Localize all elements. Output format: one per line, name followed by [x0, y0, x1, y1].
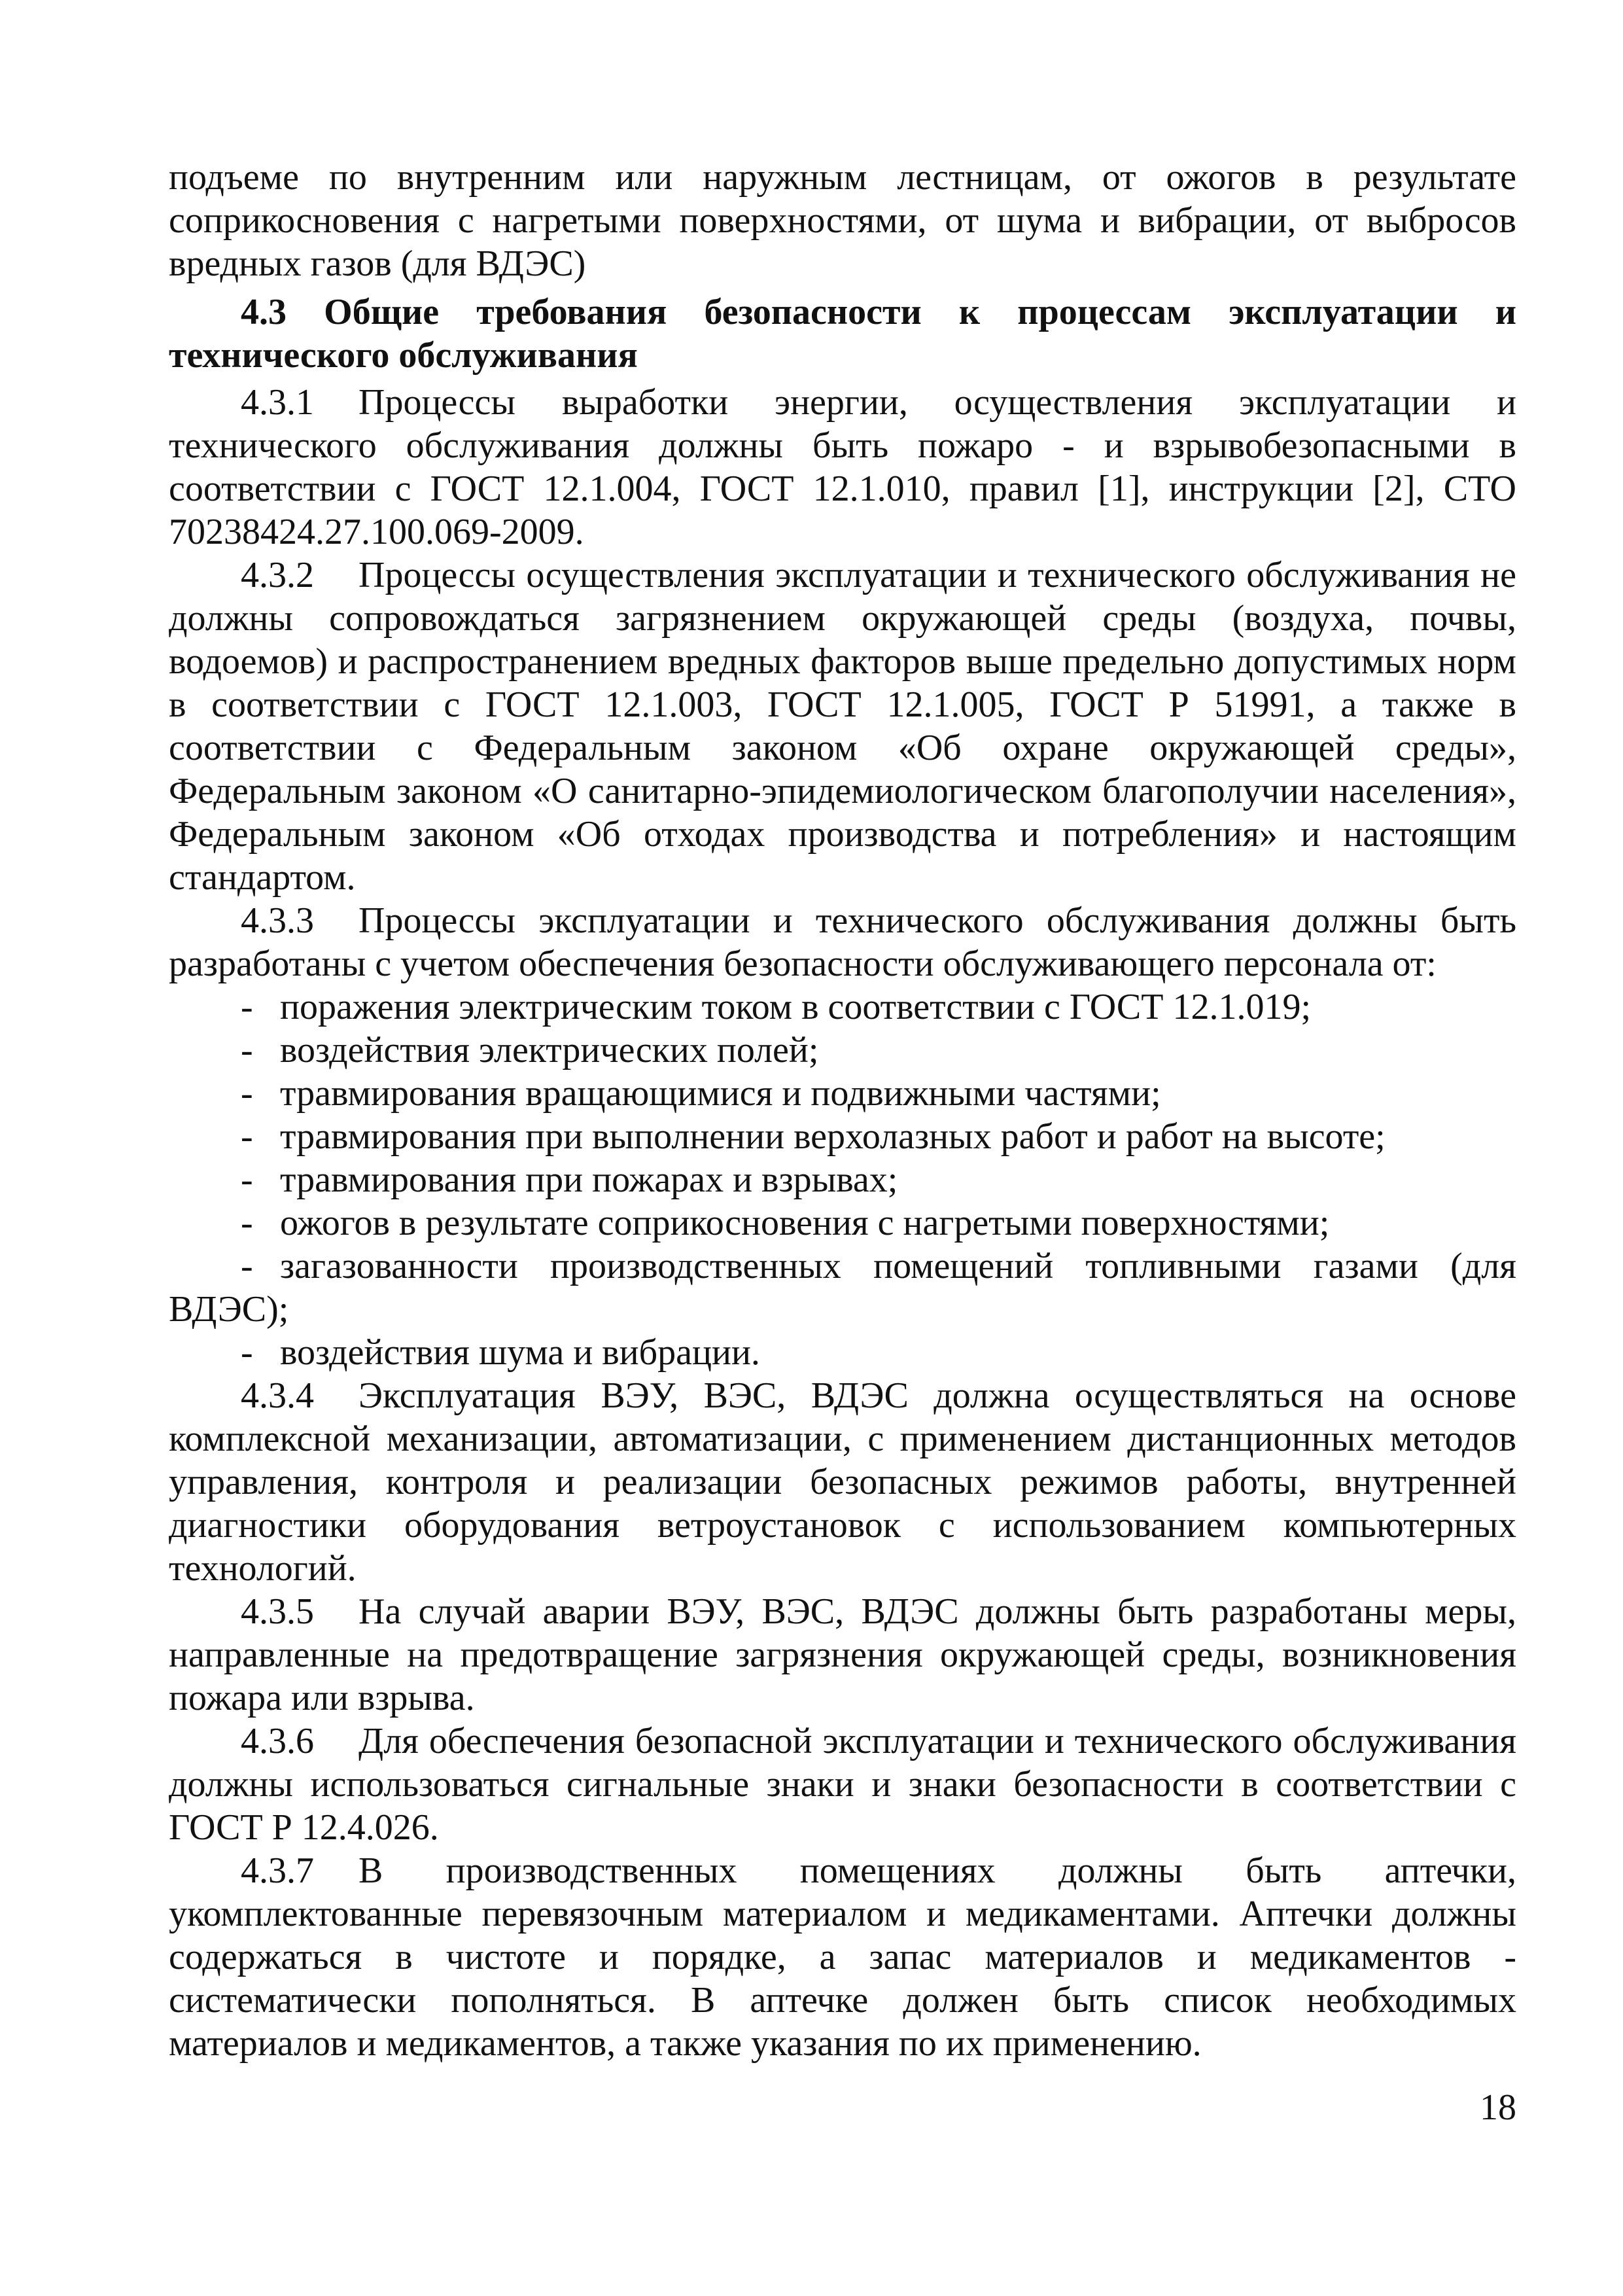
hazard-list: [169, 985, 1516, 1374]
list-item-text: травмирования при выполнении верхолазных работ и работ на высоте;: [280, 1116, 1386, 1157]
clause-number: 4.3.3: [241, 900, 314, 941]
document-page: [169, 156, 1516, 2065]
dash-bullet: -: [241, 1159, 253, 1200]
clause-4-3-2: [169, 554, 1516, 899]
list-item: [169, 1029, 1516, 1072]
clause-number: 4.3.5: [241, 1591, 314, 1632]
section-heading: 4.3 Общие требования безопасности к процессам эксплуатации и технического обслуживания: [169, 292, 1516, 376]
list-item-text: травмирования при пожарах и взрывах;: [280, 1159, 898, 1200]
clause-text: Процессы осуществления эксплуатации и технического обслуживания не должны сопровождаться загрязнением окружающей среды (воздуха, почвы, водоемов) и распространением вредных факторов выше предельно допустимых норм в соответствии с ГОСТ 12.1.003, ГОСТ 12.1.005, ГОСТ Р 51991, а также в соответствии с Федеральным законом «Об охране окружающей среды», Федеральным законом «О санитарно-эпидемиологическом благополучии населения», Федеральным законом «Об отходах производства и потребления» и настоящим стандартом.: [169, 555, 1516, 898]
list-item-text: воздействия электрических полей;: [280, 1030, 819, 1070]
clause-4-3-3: [169, 899, 1516, 985]
list-item: [169, 1201, 1516, 1245]
intro-paragraph: подъеме по внутренним или наружным лестницам, от ожогов в результате соприкосновения с нагретыми поверхностями, от шума и вибрации, от выбросов вредных газов (для ВДЭС): [169, 157, 1516, 284]
clause-number: 4.3.4: [241, 1375, 314, 1416]
clause-text: В производственных помещениях должны быть аптечки, укомплектованные перевязочным материалом и медикаментами. Аптечки должны содержаться в чистоте и порядке, а запас материалов и медикаментов - систематически пополняться. В аптечке должен быть список необходимых материалов и медикаментов, а также указания по их применению.: [169, 1850, 1516, 2064]
list-item-text: травмирования вращающимися и подвижными частями;: [280, 1073, 1161, 1114]
list-item-text: загазованности производственных помещений топливными газами (для ВДЭС);: [169, 1246, 1516, 1330]
list-item: [169, 1245, 1516, 1331]
list-item: [169, 1072, 1516, 1115]
dash-bullet: -: [241, 1246, 253, 1286]
clause-text: На случай аварии ВЭУ, ВЭС, ВДЭС должны быть разработаны меры, направленные на предотвращение загрязнения окружающей среды, возникновения пожара или взрыва.: [169, 1591, 1516, 1718]
dash-bullet: -: [241, 1116, 253, 1157]
list-item: [169, 1115, 1516, 1158]
dash-bullet: -: [241, 987, 253, 1027]
clause-4-3-1: [169, 381, 1516, 554]
clause-4-3-6: [169, 1720, 1516, 1849]
clause-text: Процессы выработки энергии, осуществления эксплуатации и технического обслуживания должны быть пожаро - и взрывобезопасными в соответствии с ГОСТ 12.1.004, ГОСТ 12.1.010, правил [1], инструкции [2], СТО 70238424.27.100.069-2009.: [169, 382, 1516, 552]
clause-number: 4.3.6: [241, 1721, 314, 1761]
clause-4-3-5: [169, 1590, 1516, 1720]
clause-number: 4.3.1: [241, 382, 314, 423]
list-item-text: ожогов в результате соприкосновения с нагретыми поверхностями;: [280, 1203, 1330, 1243]
page-number: 18: [1480, 2087, 1516, 2128]
list-item: [169, 985, 1516, 1029]
dash-bullet: -: [241, 1203, 253, 1243]
list-item: [169, 1331, 1516, 1374]
clause-text: Процессы эксплуатации и технического обслуживания должны быть разработаны с учетом обеспечения безопасности обслуживающего персонала от:: [169, 900, 1516, 984]
clause-number: 4.3.7: [241, 1850, 314, 1891]
dash-bullet: -: [241, 1332, 253, 1373]
list-item-text: воздействия шума и вибрации.: [280, 1332, 760, 1373]
list-item: [169, 1158, 1516, 1201]
clause-number: 4.3.2: [241, 555, 314, 595]
list-item-text: поражения электрическим током в соответствии с ГОСТ 12.1.019;: [280, 987, 1312, 1027]
clause-text: Эксплуатация ВЭУ, ВЭС, ВДЭС должна осуществляться на основе комплексной механизации, автоматизации, с применением дистанционных методов управления, контроля и реализации безопасных режимов работы, внутренней диагностики оборудования ветроустановок с использованием компьютерных технологий.: [169, 1375, 1516, 1589]
clause-text: Для обеспечения безопасной эксплуатации и технического обслуживания должны использоваться сигнальные знаки и знаки безопасности в соответствии с ГОСТ Р 12.4.026.: [169, 1721, 1516, 1848]
clause-4-3-4: [169, 1374, 1516, 1590]
dash-bullet: -: [241, 1073, 253, 1114]
dash-bullet: -: [241, 1030, 253, 1070]
clause-4-3-7: [169, 1849, 1516, 2065]
